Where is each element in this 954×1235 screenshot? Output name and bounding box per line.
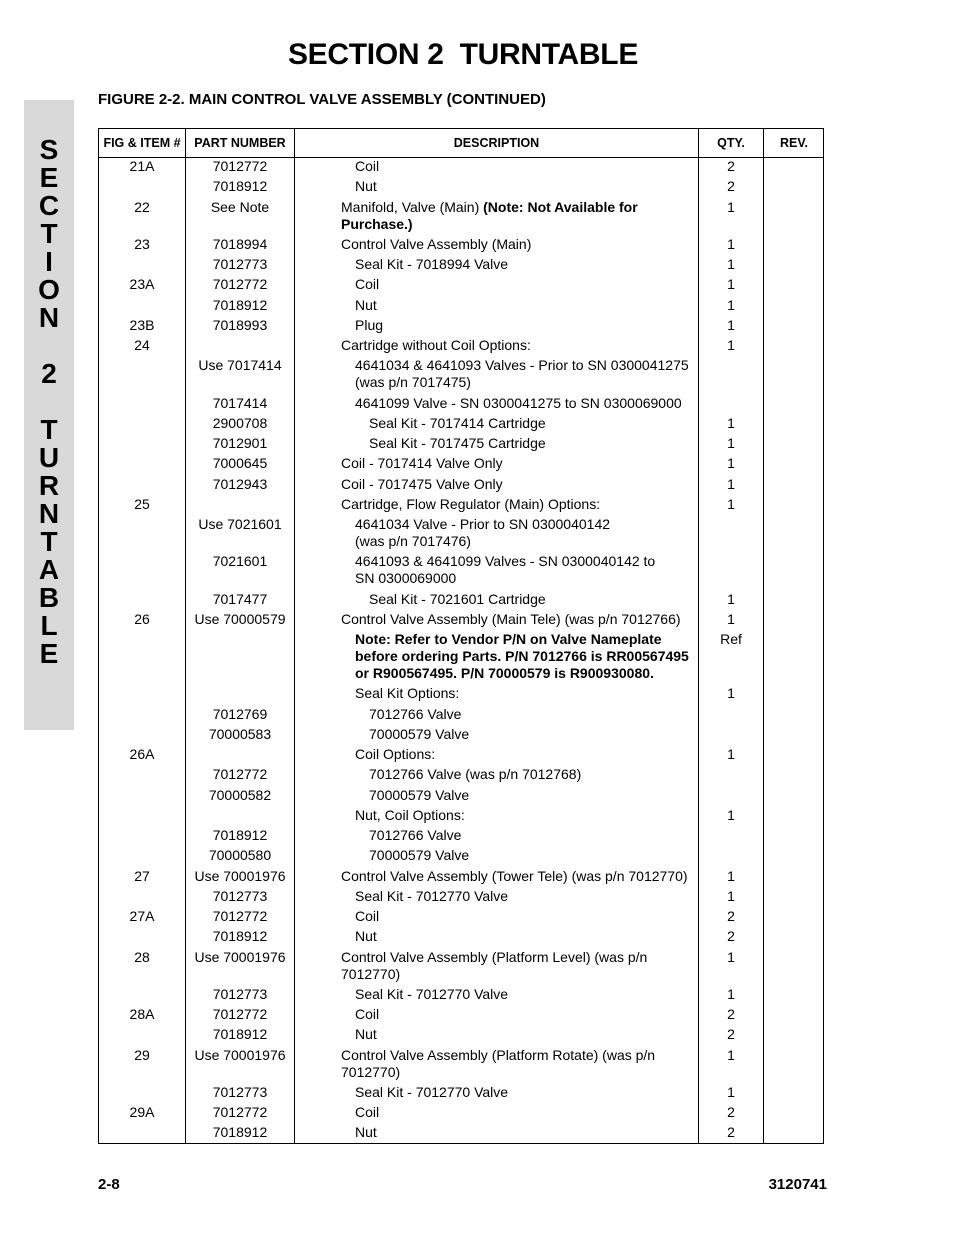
description-text: Nut — [355, 178, 377, 195]
sidebar-letter: C — [38, 190, 60, 221]
table-row — [99, 868, 823, 888]
description-text: Manifold, Valve (Main) — [341, 198, 484, 215]
table-row — [99, 847, 823, 867]
quantity: 1 — [727, 590, 735, 607]
item-number: 29 — [134, 1046, 150, 1063]
description — [341, 1084, 696, 1101]
part-number: 7021601 — [212, 553, 268, 570]
part-number: Use 7017414 — [198, 357, 282, 374]
description-text: 70000579 Valve — [369, 847, 470, 864]
description-text: 4641093 & 4641099 Valves - SN 0300040142 to — [355, 553, 656, 570]
table-row — [99, 787, 823, 807]
table-row — [99, 476, 823, 496]
quantity: 1 — [727, 316, 735, 333]
parts-table — [98, 128, 824, 1144]
table-header-row — [99, 129, 823, 158]
part-number: 7012773 — [212, 985, 268, 1002]
description-text: Seal Kit - 7012770 Valve — [355, 985, 509, 1002]
description-text: Nut, Coil Options: — [355, 806, 465, 823]
description-text: 7012766 Valve (was p/n 7012768) — [369, 766, 582, 783]
description — [341, 1124, 696, 1141]
quantity: 2 — [727, 1026, 735, 1043]
description — [341, 746, 696, 763]
table-row — [99, 256, 823, 276]
description-text: 4641034 Valve - Prior to SN 0300040142 — [355, 516, 611, 532]
table-row — [99, 807, 823, 827]
description-text: Nut — [355, 1026, 377, 1043]
description — [341, 158, 696, 175]
table-row — [99, 455, 823, 475]
item-number: 27A — [129, 908, 155, 924]
item-number: 28A — [129, 1006, 155, 1022]
item-number: 23A — [129, 276, 155, 293]
quantity: 1 — [727, 610, 735, 627]
description — [341, 591, 696, 608]
quantity: 1 — [727, 235, 735, 252]
document-number: 3120741 — [768, 1176, 827, 1193]
description-text: 4641034 & 4641093 Valves - Prior to SN 0300041275 (was p/n 7017475) — [355, 357, 689, 391]
part-number: 7018912 — [212, 1124, 268, 1141]
description-text: 70000579 Valve — [369, 786, 470, 803]
part-number: Use 70001976 — [194, 867, 286, 884]
sidebar-spacer — [24, 388, 74, 416]
description — [341, 415, 696, 432]
description — [341, 787, 696, 804]
part-number: 7018912 — [212, 178, 268, 195]
description — [341, 256, 696, 273]
description — [341, 726, 696, 743]
sidebar-spacer — [24, 332, 74, 360]
description-note: (Note: Not Available for Purchase.) — [341, 198, 638, 232]
sidebar-vertical-text — [24, 136, 74, 668]
table-row — [99, 631, 823, 685]
table-row — [99, 337, 823, 357]
description — [341, 847, 696, 864]
table-row — [99, 395, 823, 415]
quantity: 2 — [727, 928, 735, 945]
description-text: Cartridge without Coil Options: — [341, 337, 531, 353]
description — [341, 928, 696, 945]
description — [341, 178, 696, 195]
description — [341, 476, 696, 493]
description-text: Cartridge, Flow Regulator (Main) Options: — [341, 495, 601, 512]
item-number: 21A — [129, 158, 155, 174]
quantity: 1 — [727, 256, 735, 272]
description-text: 70000579 Valve — [369, 725, 470, 742]
description-text: Coil Options: — [355, 746, 436, 762]
quantity: 1 — [727, 296, 735, 313]
description-text: Control Valve Assembly (Platform Rotate) (was p/n 7012770) — [341, 1046, 656, 1080]
part-number: 7012772 — [212, 1006, 268, 1022]
quantity: 2 — [727, 158, 735, 174]
section-label: SECTION 2 — [287, 38, 444, 71]
quantity: Ref — [720, 631, 742, 647]
part-number: 7000645 — [212, 455, 268, 472]
table-row — [99, 1047, 823, 1084]
part-number: 7018912 — [212, 1026, 268, 1043]
description — [341, 1006, 696, 1023]
quantity: 1 — [727, 495, 735, 512]
description — [341, 766, 696, 783]
table-row — [99, 178, 823, 198]
sidebar-letter: 2 — [41, 358, 57, 389]
sidebar-letter: N — [38, 498, 60, 529]
sidebar-letter: L — [40, 610, 58, 641]
table-row — [99, 706, 823, 726]
description-text: Coil — [355, 1104, 380, 1120]
column-header-qty: QTY. — [717, 136, 745, 150]
section-name: TURNTABLE — [459, 38, 639, 71]
part-number: 70000580 — [208, 847, 272, 864]
part-number: 7012769 — [212, 705, 268, 722]
table-row — [99, 611, 823, 631]
description — [341, 435, 696, 452]
description-text: Control Valve Assembly (Main) — [341, 235, 532, 252]
column-header-item: FIG & ITEM # — [103, 136, 181, 150]
part-number: 7012772 — [212, 908, 268, 924]
column-header-rev: REV. — [779, 136, 809, 150]
description-text-line2: (was p/n 7017476) — [355, 533, 471, 549]
sidebar-letter: N — [38, 302, 60, 333]
sidebar-letter: T — [40, 526, 58, 557]
part-number: 7012943 — [212, 475, 268, 492]
table-row — [99, 1104, 823, 1124]
section-sidebar-tab — [24, 100, 74, 730]
part-number: See Note — [210, 198, 270, 215]
sidebar-letter: T — [40, 218, 58, 249]
description-text-line2: SN 0300069000 — [355, 570, 457, 587]
item-number: 29A — [129, 1104, 155, 1120]
quantity: 1 — [727, 985, 735, 1002]
quantity: 1 — [727, 435, 735, 451]
description — [341, 1047, 696, 1081]
part-number: 2900708 — [212, 414, 268, 431]
part-number: 7017477 — [212, 590, 268, 607]
description-text: 7012766 Valve — [369, 705, 462, 722]
item-number: 23 — [134, 235, 150, 252]
description-text: Seal Kit - 7017414 Cartridge — [369, 414, 546, 431]
item-number: 28 — [134, 948, 150, 965]
description-text: Nut — [355, 928, 377, 945]
table-row — [99, 1006, 823, 1026]
description-text: Control Valve Assembly (Platform Level) (was p/n 7012770) — [341, 948, 648, 982]
table-row — [99, 949, 823, 986]
description-text: 4641099 Valve - SN 0300041275 to SN 0300069000 — [355, 394, 682, 411]
description-text: Coil — [355, 1006, 380, 1022]
sidebar-letter: E — [39, 162, 59, 193]
description-text: Seal Kit - 7017475 Cartridge — [369, 435, 546, 451]
description-text: Control Valve Assembly (Tower Tele) (was p/n 7012770) — [341, 867, 688, 884]
description — [341, 827, 696, 844]
quantity: 1 — [727, 746, 735, 762]
part-number: 7012773 — [212, 256, 268, 272]
table-row — [99, 317, 823, 337]
description-note: Note: Refer to Vendor P/N on Valve Nameplate before ordering Parts. P/N 7012766 is RR00567495 or R900567495. P/N 70000579 is R900930080. — [355, 631, 689, 681]
part-number: 7018912 — [212, 928, 268, 945]
description-text: Seal Kit - 7018994 Valve — [355, 256, 509, 272]
description — [341, 631, 696, 682]
table-row — [99, 1084, 823, 1104]
part-number: Use 70001976 — [194, 1046, 286, 1063]
quantity: 1 — [727, 337, 735, 353]
part-number: Use 70000579 — [194, 610, 286, 627]
table-row — [99, 297, 823, 317]
part-number: 7012772 — [212, 766, 268, 783]
table-body — [99, 158, 823, 1145]
table-row — [99, 888, 823, 908]
item-number: 27 — [134, 867, 150, 884]
quantity: 2 — [727, 1006, 735, 1022]
quantity: 1 — [727, 867, 735, 884]
description — [341, 908, 696, 925]
sidebar-letter: R — [38, 470, 60, 501]
page-number: 2-8 — [98, 1176, 120, 1193]
quantity: 1 — [727, 475, 735, 492]
item-number: 26A — [129, 746, 155, 762]
description — [341, 949, 696, 983]
table-row — [99, 908, 823, 928]
part-number: 7017414 — [212, 394, 268, 411]
sidebar-letter: A — [38, 554, 60, 585]
quantity: 1 — [727, 198, 735, 215]
sidebar-letter: O — [38, 274, 60, 305]
table-row — [99, 415, 823, 435]
description — [341, 276, 696, 293]
description-text: Nut — [355, 1124, 377, 1141]
description — [341, 337, 696, 354]
description — [341, 236, 696, 253]
column-header-part-number: PART NUMBER — [194, 136, 286, 150]
table-row — [99, 928, 823, 948]
description-text: Plug — [355, 316, 384, 333]
description — [341, 888, 696, 905]
description — [341, 496, 696, 513]
part-number: 70000582 — [208, 786, 272, 803]
item-number: 26 — [134, 610, 150, 627]
description — [341, 357, 696, 391]
table-row — [99, 276, 823, 296]
part-number: 7012901 — [212, 435, 268, 451]
part-number: 7018994 — [212, 235, 268, 252]
description — [341, 868, 696, 885]
quantity: 2 — [727, 908, 735, 924]
item-number: 23B — [129, 316, 155, 333]
description — [341, 199, 696, 233]
description-text: Seal Kit - 7012770 Valve — [355, 1083, 509, 1100]
part-number: 7018912 — [212, 827, 268, 843]
page-title — [0, 38, 926, 72]
table-row — [99, 158, 823, 178]
quantity: 1 — [727, 685, 735, 702]
description — [341, 317, 696, 334]
part-number: 7012772 — [212, 1104, 268, 1120]
description — [341, 553, 696, 587]
table-row — [99, 1124, 823, 1144]
table-row — [99, 746, 823, 766]
description-text: Seal Kit Options: — [355, 685, 460, 702]
description — [341, 297, 696, 314]
quantity: 1 — [727, 414, 735, 431]
part-number: 7012773 — [212, 1083, 268, 1100]
quantity: 2 — [727, 1124, 735, 1141]
table-row — [99, 726, 823, 746]
description-text: Nut — [355, 296, 377, 313]
description-text: 7012766 Valve — [369, 827, 462, 843]
description — [341, 516, 696, 550]
description-text: Coil — [355, 276, 380, 293]
description — [341, 455, 696, 472]
quantity: 2 — [727, 1104, 735, 1120]
quantity: 1 — [727, 1083, 735, 1100]
item-number: 24 — [134, 337, 150, 353]
part-number: 7012773 — [212, 887, 268, 904]
part-number: 70000583 — [208, 725, 272, 742]
table-row — [99, 496, 823, 516]
quantity: 2 — [727, 178, 735, 195]
table-row — [99, 986, 823, 1006]
description-text: Seal Kit - 7021601 Cartridge — [369, 590, 546, 607]
table-row — [99, 516, 823, 553]
description — [341, 1104, 696, 1121]
description-text: Coil — [355, 908, 380, 924]
table-row — [99, 553, 823, 590]
table-row — [99, 766, 823, 786]
description — [341, 807, 696, 824]
table-row — [99, 236, 823, 256]
description-text: Coil - 7017475 Valve Only — [341, 475, 503, 492]
sidebar-letter: T — [40, 414, 58, 445]
figure-title: FIGURE 2-2. MAIN CONTROL VALVE ASSEMBLY (CONTINUED) — [98, 91, 546, 108]
description-text: Coil - 7017414 Valve Only — [341, 455, 503, 472]
item-number: 22 — [134, 198, 150, 215]
description — [341, 1026, 696, 1043]
table-row — [99, 685, 823, 705]
description-text: Control Valve Assembly (Main Tele) (was p/n 7012766) — [341, 610, 681, 627]
description — [341, 706, 696, 723]
sidebar-letter: S — [39, 134, 59, 165]
quantity: 1 — [727, 455, 735, 472]
sidebar-letter: E — [39, 638, 59, 669]
quantity: 1 — [727, 887, 735, 904]
quantity: 1 — [727, 948, 735, 965]
description-text: Coil — [355, 158, 380, 174]
column-header-description: DESCRIPTION — [453, 136, 540, 150]
description — [341, 986, 696, 1003]
description-text: Seal Kit - 7012770 Valve — [355, 887, 509, 904]
part-number: 7018912 — [212, 296, 268, 313]
table-row — [99, 827, 823, 847]
table-row — [99, 591, 823, 611]
description — [341, 395, 696, 412]
quantity: 1 — [727, 806, 735, 823]
table-row — [99, 199, 823, 236]
table-row — [99, 357, 823, 394]
part-number: Use 70001976 — [194, 948, 286, 965]
sidebar-letter: I — [45, 246, 53, 277]
part-number: 7012772 — [212, 276, 268, 293]
part-number: Use 7021601 — [198, 516, 282, 532]
description — [341, 685, 696, 702]
item-number: 25 — [134, 495, 150, 512]
quantity: 1 — [727, 276, 735, 293]
quantity: 1 — [727, 1046, 735, 1063]
sidebar-letter: B — [38, 582, 60, 613]
part-number: 7012772 — [212, 158, 268, 174]
sidebar-letter: U — [38, 442, 60, 473]
table-row — [99, 435, 823, 455]
part-number: 7018993 — [212, 316, 268, 333]
description — [341, 611, 696, 628]
table-row — [99, 1026, 823, 1046]
